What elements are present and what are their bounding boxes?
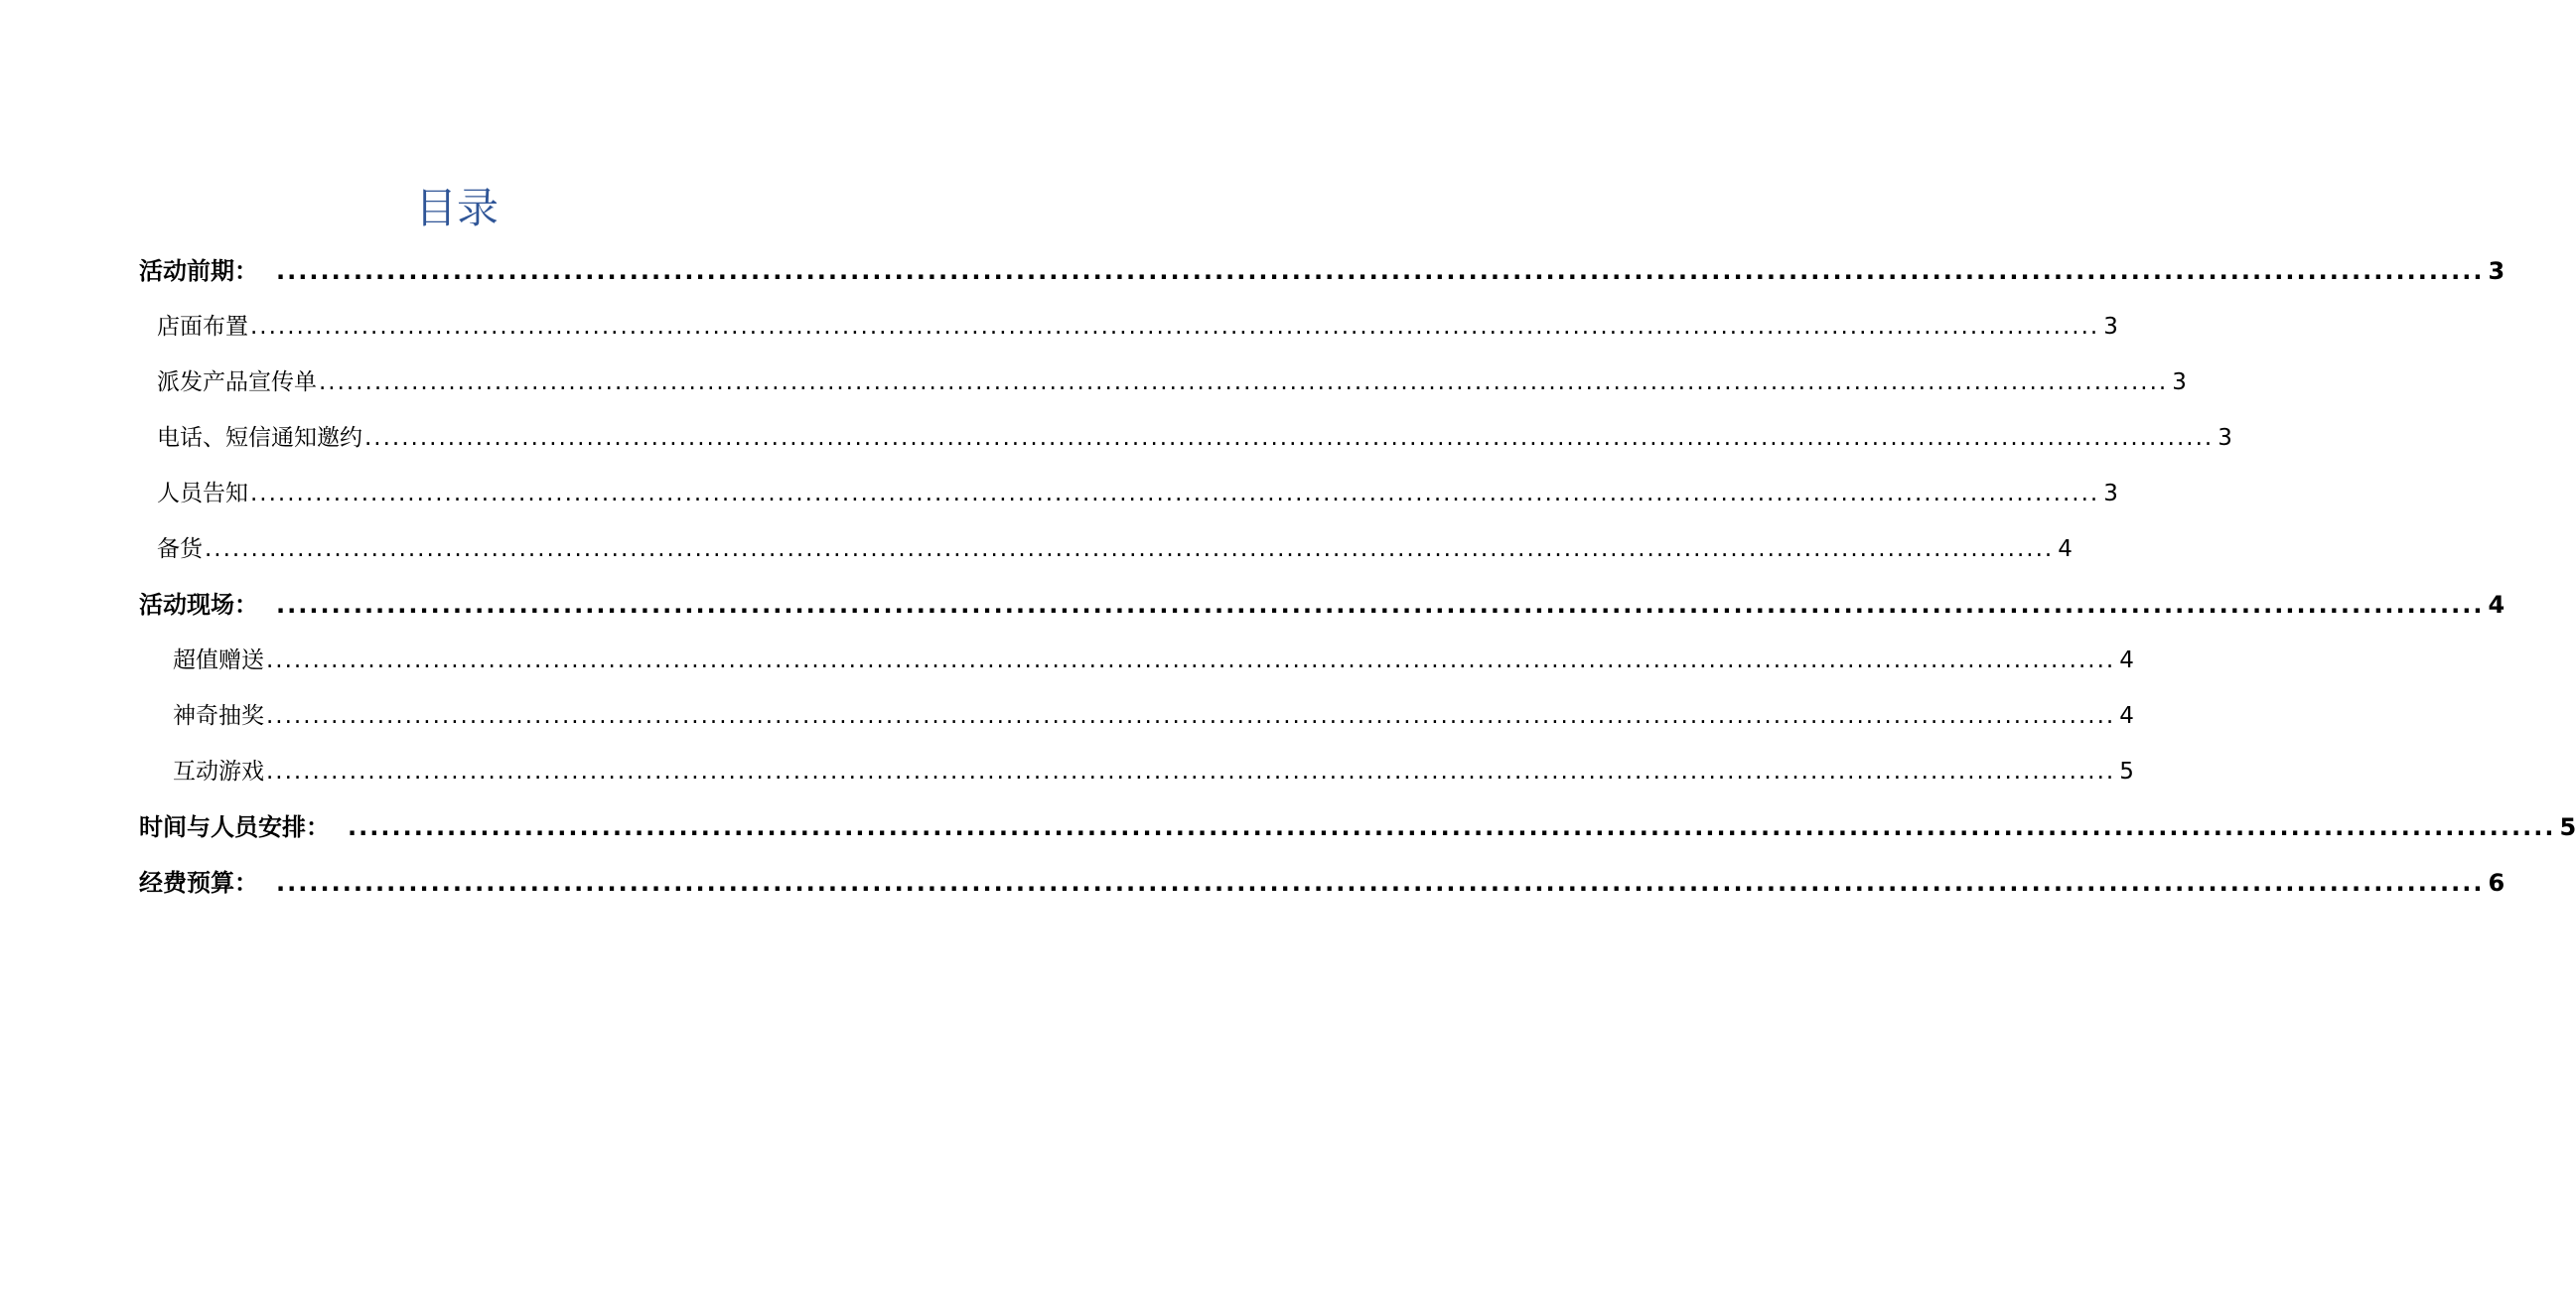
toc-leader-dots: ........................................................................................................................................................................................................ xyxy=(276,591,2485,619)
toc-leader-dots: ........................................................................................................................................................................................................ xyxy=(266,703,2116,729)
toc-page-number: 3 xyxy=(2488,257,2505,285)
toc-leader-dots: ........................................................................................................................................................................................................ xyxy=(276,869,2485,897)
toc-leader-dots: ........................................................................................................................................................................................................ xyxy=(250,314,2100,340)
toc-entry-text: 经费预算： xyxy=(139,869,258,897)
toc-entry-text: 电话、短信通知邀约 xyxy=(157,425,362,451)
toc-entry-text: 活动现场： xyxy=(139,591,258,619)
toc-leader-dots: ........................................................................................................................................................................................................ xyxy=(364,425,2215,451)
toc-page-number: 4 xyxy=(2119,647,2134,673)
toc-entry[interactable] xyxy=(139,248,2505,304)
toc-entry[interactable] xyxy=(139,749,2134,804)
toc-entry-text: 活动前期： xyxy=(139,257,258,285)
toc-entry-text: 神奇抽奖 xyxy=(173,703,264,729)
toc-page-number: 4 xyxy=(2119,703,2134,729)
toc-entry[interactable] xyxy=(139,304,2118,359)
toc-entry-text: 互动游戏 xyxy=(173,759,264,785)
toc-leader-dots: ........................................................................................................................................................................................................ xyxy=(319,369,2169,395)
toc-page-number: 5 xyxy=(2559,813,2576,841)
toc-page-number: 4 xyxy=(2058,536,2073,562)
toc-entry-text: 超值赠送 xyxy=(173,647,264,673)
toc-page-number: 6 xyxy=(2488,869,2505,897)
toc-leader-dots: ........................................................................................................................................................................................................ xyxy=(266,647,2116,673)
toc-entry[interactable] xyxy=(139,526,2073,582)
toc-entry[interactable] xyxy=(139,804,2576,860)
toc-page-number: 3 xyxy=(2172,369,2187,395)
toc-entry[interactable] xyxy=(139,638,2134,693)
toc-page-number: 5 xyxy=(2119,759,2134,785)
toc-entry-text: 派发产品宣传单 xyxy=(157,369,317,395)
toc-entry[interactable] xyxy=(139,860,2505,916)
toc-leader-dots: ........................................................................................................................................................................................................ xyxy=(276,257,2485,285)
toc-leader-dots: ........................................................................................................................................................................................................ xyxy=(205,536,2055,562)
toc-page-number: 4 xyxy=(2488,591,2505,619)
toc-entry[interactable] xyxy=(139,359,2187,415)
toc-page-number: 3 xyxy=(2218,425,2232,451)
toc-entry[interactable] xyxy=(139,693,2134,749)
toc-page-number: 3 xyxy=(2103,314,2118,340)
toc-leader-dots: ........................................................................................................................................................................................................ xyxy=(266,759,2116,785)
toc-entry[interactable] xyxy=(139,415,2232,471)
toc-entry-text: 时间与人员安排： xyxy=(139,813,330,841)
toc-entry-text: 店面布置 xyxy=(157,314,248,340)
toc-entry[interactable] xyxy=(139,582,2505,638)
toc-entry[interactable] xyxy=(139,471,2118,526)
toc-title: 目录 xyxy=(414,184,499,232)
toc-entry-text: 人员告知 xyxy=(157,481,248,506)
toc-leader-dots: ........................................................................................................................................................................................................ xyxy=(348,813,2556,841)
toc-page-number: 3 xyxy=(2103,481,2118,506)
toc-entry-text: 备货 xyxy=(157,536,203,562)
table-of-contents xyxy=(139,248,2576,916)
toc-leader-dots: ........................................................................................................................................................................................................ xyxy=(250,481,2100,506)
